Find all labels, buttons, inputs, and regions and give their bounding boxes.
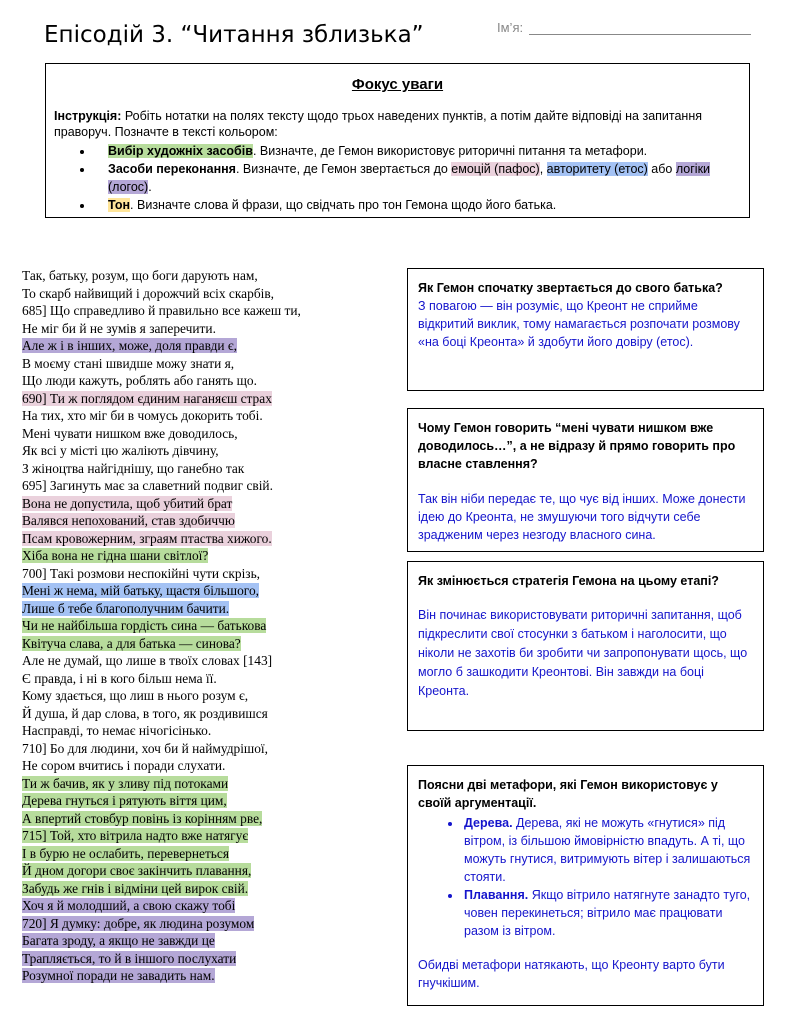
poem-line: З жіноцтва найгіднішу, що ганебно так xyxy=(22,460,245,476)
poem-line: Мені ж нема, мій батьку, щастя більшого, xyxy=(22,583,259,598)
question-box xyxy=(407,765,764,1006)
answer-text[interactable]: Обидві метафори натякають, що Креонту варто бути гнучкішим. xyxy=(418,958,725,990)
name-line xyxy=(529,20,751,35)
question-box xyxy=(407,561,764,731)
question-text: Як Гемон спочатку звертається до свого батька? xyxy=(418,281,723,295)
poem-line: І в бурю не ослабить, перевернеться xyxy=(22,845,230,861)
name-label: Ім’я: xyxy=(497,20,524,35)
focus-item-persuasion: • Засоби переконання. Визначте, де Гемон звертається до емоцій (пафос), авторитету (етос) або логіки (логос). xyxy=(94,160,754,196)
pathos-tag: емоцій (пафос) xyxy=(451,162,540,176)
poem-line: 710] Бо для людини, хоч би й наймудрішої, xyxy=(22,740,268,756)
poem-line: Ти ж бачив, як у зливу під потоками xyxy=(22,775,229,791)
question-text: Поясни дві метафори, які Гемон використовує у своїй аргументації. xyxy=(418,778,718,810)
question-box xyxy=(407,268,764,391)
poem-line: Що люди кажуть, роблять або ганять що. xyxy=(22,373,257,388)
page-title: Епісодій 3. “Читання зблизька” xyxy=(44,22,424,48)
metaphor-item[interactable]: • Дерева. Дерева, які не можуть «гнутися» під вітром, із більшою ймовірністю впадуть. А ті, що можуть гнутися, витримують вітер і залишаються стояти. xyxy=(462,814,753,886)
poem-line: Псам кровожерним, зграям птаства хижого. xyxy=(22,530,272,546)
poem-line: Але не думай, що лише в твоїх словах [143] xyxy=(22,653,273,668)
poem-line: 700] Такі розмови неспокійні чути скрізь, xyxy=(22,565,261,581)
poem-line: Так, батьку, розум, що боги дарують нам, xyxy=(22,268,258,283)
poem-line: 695] Загинуть має за славетний подвиг свій. xyxy=(22,478,273,493)
metaphor-list xyxy=(418,814,753,940)
question-text: Як змінюється стратегія Гемона на цьому етапі? xyxy=(418,574,719,588)
poem-line: На тих, хто міг би в чомусь докорить тобі. xyxy=(22,408,263,423)
focus-list xyxy=(70,142,754,214)
poem-line: То скарб найвищий і дорожчий всіх скарбів, xyxy=(22,285,275,301)
focus-item-devices: • Вибір художніх засобів. Визначте, де Гемон використовує риторичні питання та метафори. xyxy=(94,142,754,160)
poem-line: 715] Той, хто вітрила надто вже натягує xyxy=(22,828,249,843)
poem-line: Не міг би й не зумів я заперечити. xyxy=(22,320,216,336)
poem-line: Кому здається, що лиш в нього розум є, xyxy=(22,688,249,703)
answer-text[interactable]: Він починає використовувати риторичні запитання, щоб підкреслити свої стосунки з батьком і наголосити, що ніколи не захотів би зробити чи запропонувати щось, що могло б зашкодити Креонтові. Він завжди на боці Креонта. xyxy=(418,608,748,698)
poem-line: Валявся непохований, став здобиччю xyxy=(22,513,235,528)
instruction xyxy=(54,108,744,140)
poem-line: 690] Ти ж поглядом єдиним наганяєш страх xyxy=(22,390,272,406)
focus-heading: Фокус уваги xyxy=(351,76,444,93)
poem-line: Лише б тебе благополучним бачити. xyxy=(22,600,230,616)
poem-line: В моєму стані швидше можу знати я, xyxy=(22,355,235,371)
poem-line: Дерева гнуться і рятують віття цим, xyxy=(22,793,227,808)
poem-line: Є правда, і ні в кого більш нема її. xyxy=(22,670,217,686)
answer-text[interactable]: Так він ніби передає те, що чує від інших. Може донести ідею до Креонта, не змушуючи того відчути себе зрадженим через незгоду власного сина. xyxy=(418,492,746,542)
poem-line: Розумної поради не завадить нам. xyxy=(22,968,215,983)
focus-item-tone: • Тон. Визначте слова й фрази, що свідчать про тон Гемона щодо його батька. xyxy=(94,196,754,214)
answer-text[interactable]: З повагою — він розуміє, що Креонт не сприйме відкритий виклик, тому намагається розпочати розмову «на боці Креонта» й здобути його довіру (етос). xyxy=(418,299,740,349)
poem-line: Забудь же гнів і відміни цей вирок свій. xyxy=(22,880,249,896)
poem-line: 720] Я думку: добре, як людина розумом xyxy=(22,915,255,931)
instruction-label: Інструкція: xyxy=(54,109,122,123)
focus-box xyxy=(45,63,750,218)
poem-line: Квітуча слава, а для батька — синова? xyxy=(22,635,241,651)
term-tone: Тон xyxy=(108,198,131,212)
poem-line: Хіба вона не гідна шани світлої? xyxy=(22,548,209,563)
poem-line: Мені чувати нишком вже доводилось, xyxy=(22,425,238,441)
term-persuasion: Засоби переконання xyxy=(108,162,236,176)
question-box xyxy=(407,408,764,552)
poem-line: Й дном догори своє закінчить плавання, xyxy=(22,863,252,878)
question-text: Чому Гемон говорить “мені чувати нишком вже доводилось…”, а не відразу й прямо говорить про власне ставлення? xyxy=(418,421,736,471)
metaphor-item[interactable]: • Плавання. Якщо вітрило натягнуте занадто туго, човен перекинеться; вітрило має працювати разом із вітром. xyxy=(462,886,753,940)
poem-line: Хоч я й молодший, а свою скажу тобі xyxy=(22,898,236,913)
poem-line: А впертий стовбур повінь із корінням рве, xyxy=(22,810,263,826)
poem-line: Не сором вчитись і поради слухати. xyxy=(22,758,226,773)
poem-line: Й душа, й дар слова, в того, як роздивишся xyxy=(22,705,268,721)
logos-tag: логіки (логос) xyxy=(108,162,711,194)
term-devices: Вибір художніх засобів xyxy=(108,144,253,158)
poem-line: Вона не допустила, щоб убитий брат xyxy=(22,495,233,511)
poem-line: Чи не найбільша гордість сина — батькова xyxy=(22,618,267,633)
poem-line: Багата зроду, а якщо не завжди це xyxy=(22,933,215,948)
poem-text xyxy=(22,267,402,985)
poem-line: 685] Що справедливо й правильно все кажеш ти, xyxy=(22,303,301,318)
instruction-text: Робіть нотатки на полях тексту щодо трьох наведених пунктів, а потім дайте відповіді на запитання праворуч. Позначте в тексті кольором: xyxy=(54,109,703,139)
poem-line: Але ж і в інших, може, доля правди є, xyxy=(22,338,238,353)
poem-line: Як всі у місті цю жаліють дівчину, xyxy=(22,443,219,458)
poem-line: Насправді, то немає нічогісінько. xyxy=(22,723,212,738)
ethos-tag: авторитету (етос) xyxy=(546,162,648,176)
poem-line: Трапляється, то й в іншого послухати xyxy=(22,950,237,966)
name-field[interactable] xyxy=(497,20,751,35)
